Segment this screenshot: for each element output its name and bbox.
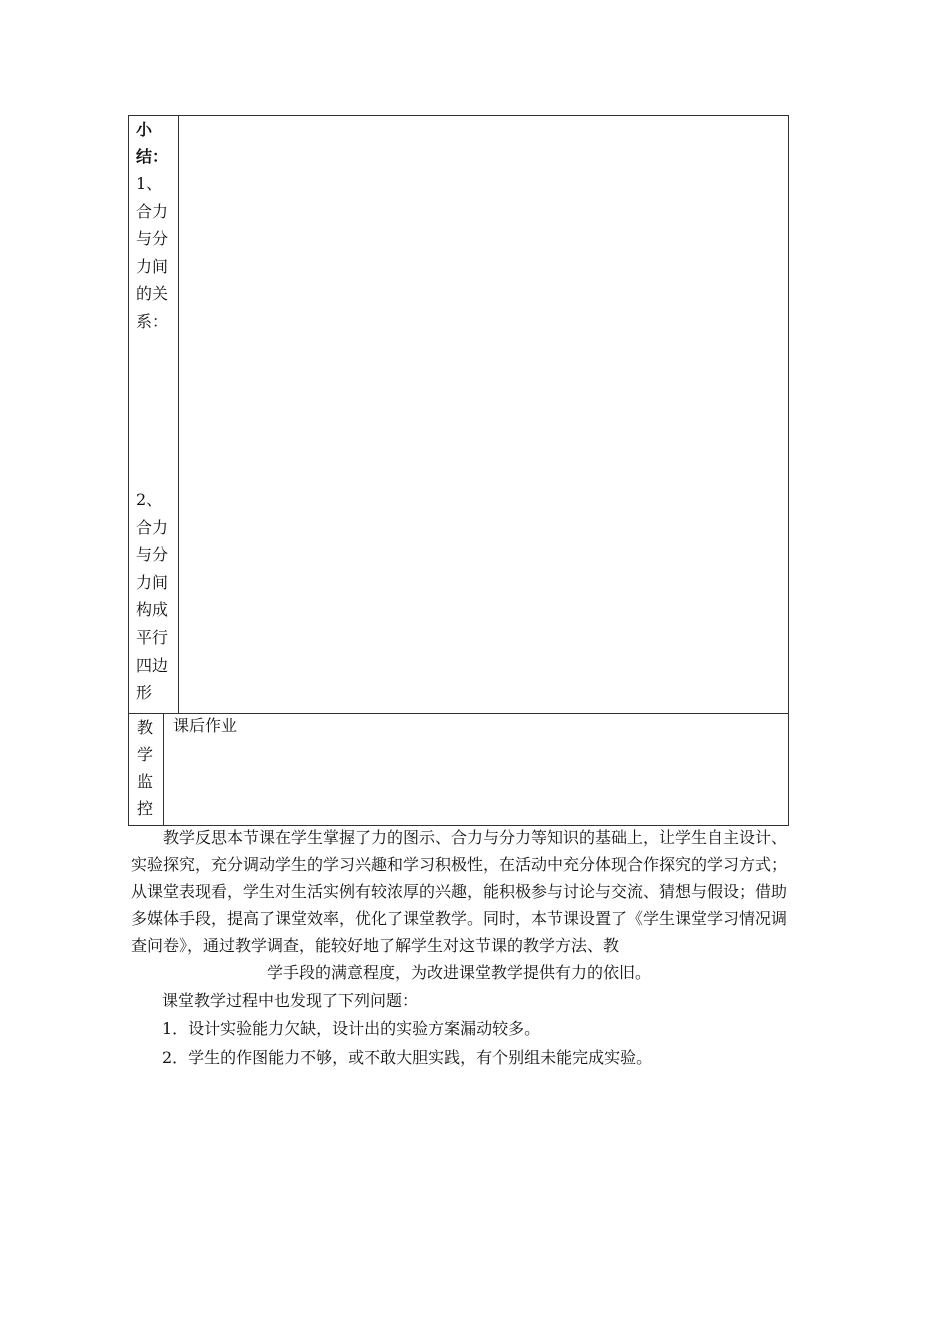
reflection-text: 教学反思本节课在学生掌握了力的图示、合力与分力等知识的基础上，让学生自主设计、实验探究，充分调动学生的学习兴趣和学习积极性，在活动中充分体现合作探究的学习方式；从课堂表现看，学生对生活实例有较浓厚的兴趣，能积极参与讨论与交流、猜想与假设；借助多媒体手段，提高了课堂效率，优化了课堂教学。同时，本节课设置了《学生课堂学习情况调查问卷》，通过教学调查，能较好地了解学生对这节课的教学方法、教	[131, 828, 788, 955]
homework-label: 课后作业	[173, 716, 238, 735]
lesson-table	[128, 115, 789, 826]
summary-item-2	[136, 486, 172, 707]
summary-item-1-number: 1、	[136, 174, 163, 193]
problem-item-1: 1．设计实验能力欠缺，设计出的实验方案漏动较多。	[162, 1019, 541, 1038]
monitor-row	[129, 714, 788, 825]
summary-item-2-number: 2、	[136, 490, 163, 509]
summary-row	[129, 116, 788, 714]
monitor-label: 教学监控	[137, 718, 154, 818]
problems-intro: 课堂教学过程中也发现了下列问题：	[162, 991, 419, 1010]
monitor-label-cell	[129, 714, 164, 825]
summary-cell	[129, 116, 179, 713]
summary-content-cell	[179, 116, 788, 713]
summary-item-2-text: 合力与分力间构成平行四边形	[136, 517, 169, 703]
summary-item-1-text: 合力与分力间的关系：	[136, 201, 169, 331]
summary-title: 小结：	[136, 120, 169, 166]
problem-item-2: 2．学生的作图能力不够，或不敢大胆实践，有个别组未能完成实验。	[162, 1048, 653, 1067]
reflection-last-line: 学手段的满意程度，为改进课堂教学提供有力的依旧。	[266, 963, 651, 982]
homework-cell	[164, 714, 788, 825]
reflection-paragraph	[131, 824, 787, 986]
